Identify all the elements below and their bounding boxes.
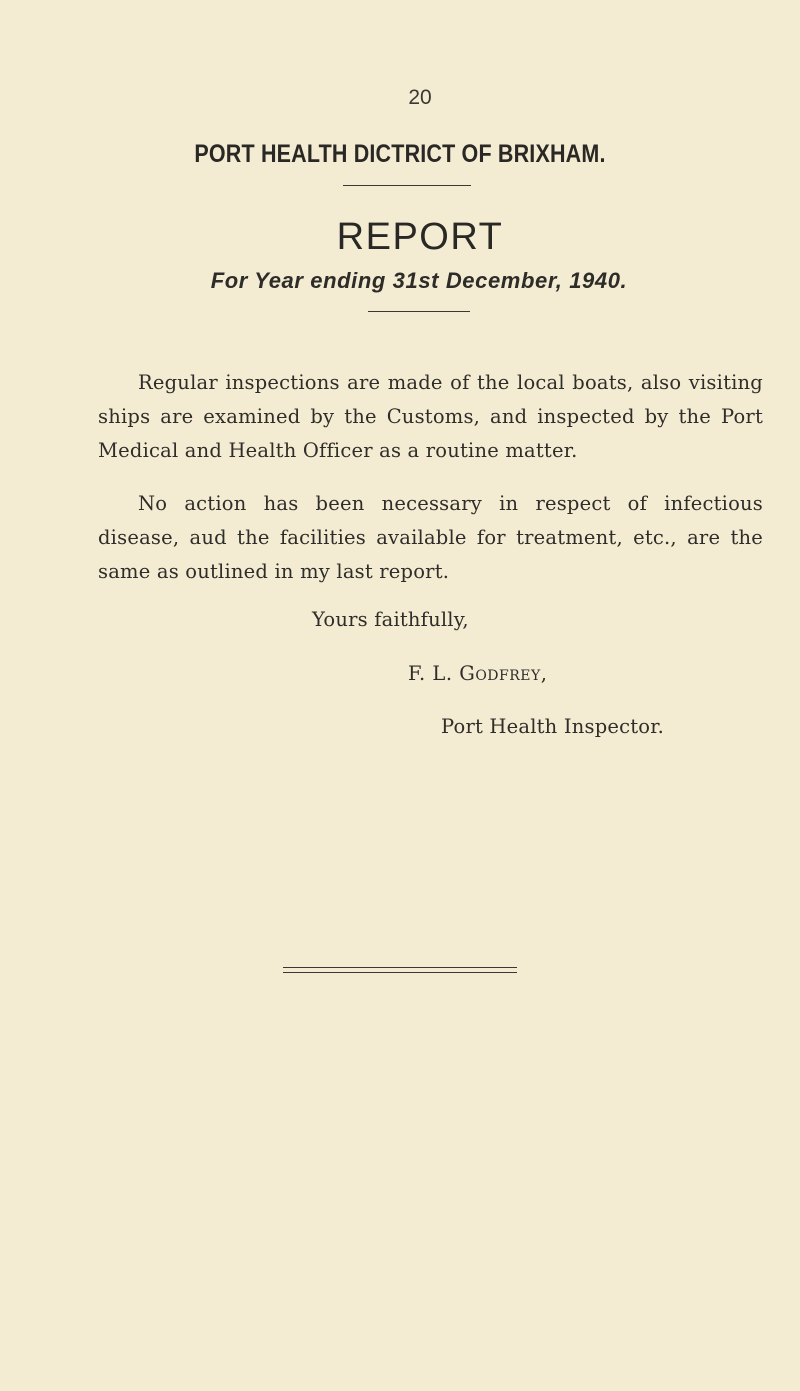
report-subtitle: For Year ending 31st December, 1940. xyxy=(210,268,628,293)
paragraph-inspections: Regular inspections are made of the local boats, also visiting ships are examined by the Customs, and inspected by the Port Medical and Health Officer as a routine matter. xyxy=(98,371,763,462)
signer-title: Port Health Inspector. xyxy=(441,715,664,738)
district-title: PORT HEALTH DICTRICT OF BRIXHAM. xyxy=(194,140,606,168)
subtitle-divider xyxy=(368,311,470,312)
end-divider-top xyxy=(283,967,517,968)
end-divider-bottom xyxy=(283,972,517,973)
closing-salutation: Yours faithfully, xyxy=(312,608,469,631)
signer-name: F. L. Godfrey, xyxy=(408,662,548,685)
title-divider xyxy=(343,185,471,186)
report-heading: REPORT xyxy=(336,216,504,258)
paragraph-infectious-disease: No action has been necessary in respect of infectious disease, aud the facilities available for treatment, etc., are the same as outlined in my last report. xyxy=(98,492,763,583)
page-number: 20 xyxy=(408,86,432,109)
